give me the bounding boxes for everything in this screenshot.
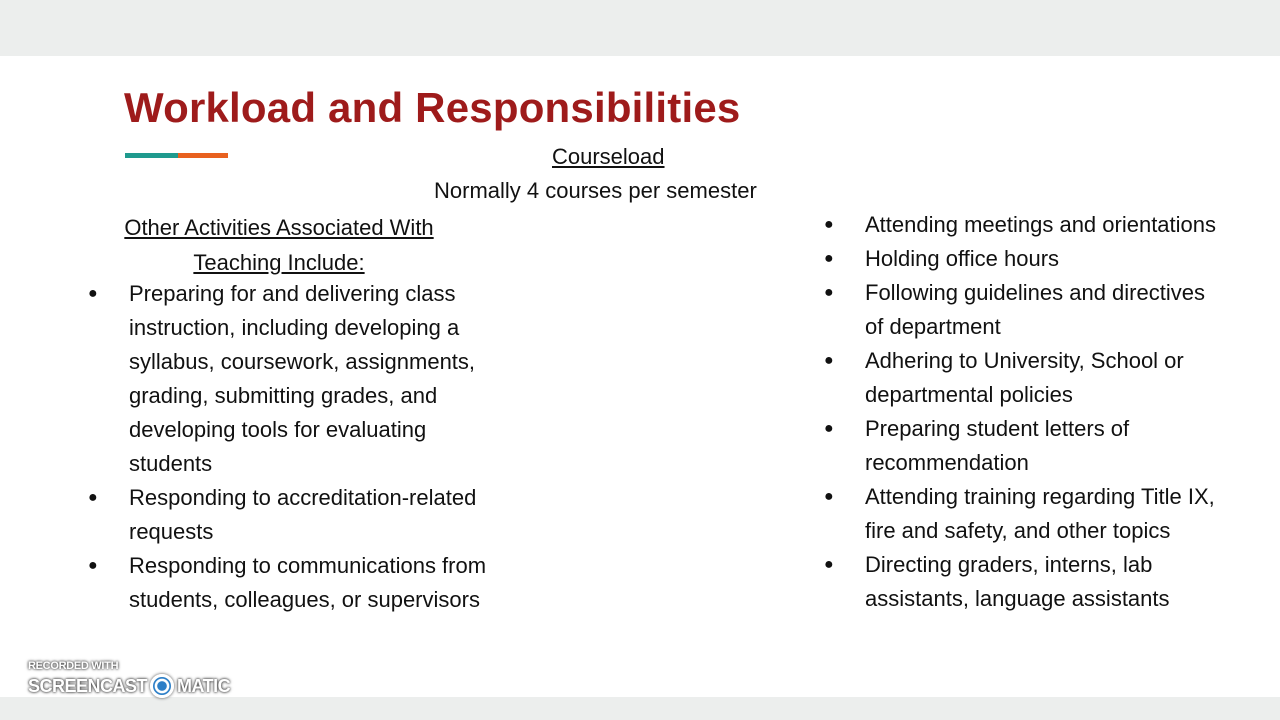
list-item (824, 412, 1224, 480)
watermark-line1: RECORDED WITH (28, 660, 119, 672)
courseload-text: Normally 4 courses per semester (434, 178, 757, 203)
bullet-icon: ● (824, 284, 834, 301)
bullet-text: Directing graders, interns, lab assistants, language assistants (865, 552, 1170, 611)
accent-bar-teal (125, 153, 178, 158)
bullet-icon: ● (88, 489, 98, 506)
watermark-brand (28, 674, 230, 698)
list-item (88, 277, 488, 481)
bullet-icon: ● (88, 285, 98, 302)
bullet-text: Responding to communications from students, colleagues, or supervisors (129, 553, 487, 612)
courseload-heading: Courseload (552, 144, 665, 169)
list-item (824, 548, 1224, 616)
list-item (824, 242, 1224, 276)
list-item (824, 480, 1224, 548)
list-item (824, 276, 1224, 344)
bullet-text: Holding office hours (865, 246, 1060, 271)
bullet-icon: ● (824, 352, 834, 369)
bullet-icon: ● (824, 556, 834, 573)
bullet-text: Attending training regarding Title IX, fire and safety, and other topics (865, 484, 1215, 543)
screencast-logo-icon (150, 674, 174, 698)
bullet-text: Responding to accreditation-related requests (129, 485, 477, 544)
bullet-text: Following guidelines and directives of department (865, 280, 1205, 339)
bottom-band (0, 697, 1280, 720)
bullet-icon: ● (824, 216, 834, 233)
top-band (0, 0, 1280, 56)
left-bullet-list (88, 277, 488, 617)
bullet-icon: ● (824, 250, 834, 267)
left-column-heading: Other Activities Associated With Teaching Include: (124, 215, 434, 275)
watermark-brand-left: SCREENCAST (28, 675, 148, 696)
bullet-icon: ● (824, 420, 834, 437)
right-bullet-list (824, 208, 1224, 616)
bullet-text: Adhering to University, School or departmental policies (865, 348, 1184, 407)
accent-bar-orange (178, 153, 228, 158)
watermark-brand-right: MATIC (177, 675, 231, 696)
list-item (88, 481, 488, 549)
list-item (88, 549, 488, 617)
list-item (824, 208, 1224, 242)
bullet-text: Preparing for and delivering class instruction, including developing a syllabus, coursework, assignments, grading, submitting grades, and developing tools for evaluating students (129, 281, 476, 476)
bullet-text: Preparing student letters of recommendation (865, 416, 1130, 475)
bullet-icon: ● (824, 488, 834, 505)
slide-title: Workload and Responsibilities (124, 84, 741, 131)
bullet-icon: ● (88, 557, 98, 574)
bullet-text: Attending meetings and orientations (865, 212, 1217, 237)
screencast-watermark (28, 660, 230, 698)
list-item (824, 344, 1224, 412)
